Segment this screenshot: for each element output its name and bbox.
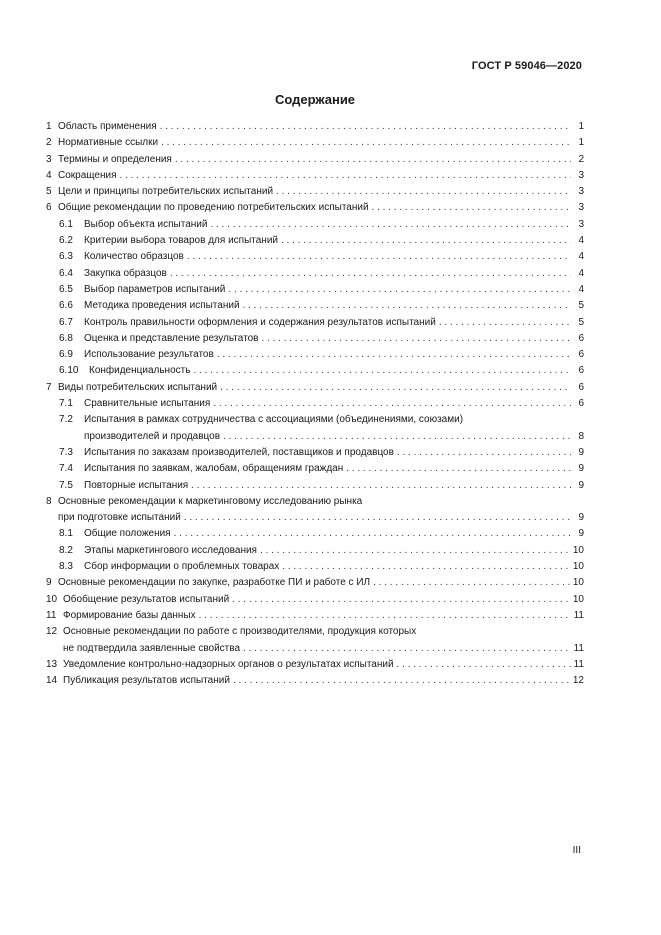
- dot-leader: [175, 152, 571, 168]
- toc-entry-title: Область применения: [58, 121, 157, 132]
- toc-entry-title: Уведомление контрольно-надзорных органов о результатах испытаний: [63, 658, 394, 670]
- toc-entry[interactable]: [46, 315, 584, 331]
- dot-leader: [372, 200, 571, 216]
- toc-entry[interactable]: [46, 461, 584, 477]
- toc-entry-page: 10: [572, 544, 584, 556]
- toc-entry[interactable]: [46, 233, 584, 249]
- toc-entry-title: Формирование базы данных: [63, 609, 196, 621]
- toc-entry-page: 9: [578, 512, 584, 524]
- toc-entry-page: 4: [578, 235, 584, 247]
- toc-entry-number: 8.3: [59, 561, 73, 573]
- toc-entry-title: Закупка образцов: [84, 267, 167, 279]
- toc-entry-page: 3: [578, 202, 584, 214]
- toc-entry-page: 10: [572, 593, 584, 605]
- dot-leader: [160, 119, 571, 135]
- dot-leader: [233, 673, 570, 689]
- dot-leader: [187, 249, 571, 265]
- dot-leader: [373, 575, 570, 591]
- dot-leader: [346, 461, 571, 477]
- toc-entry-page: 2: [578, 153, 584, 165]
- toc-entry[interactable]: [46, 266, 584, 282]
- toc-entry[interactable]: [46, 478, 584, 494]
- dot-leader: [243, 641, 571, 657]
- dot-leader: [282, 559, 570, 575]
- dot-leader: [193, 363, 571, 379]
- toc-entry-page: 4: [578, 251, 584, 263]
- toc-entry[interactable]: [46, 200, 584, 216]
- dot-leader: [223, 429, 571, 445]
- toc-entry[interactable]: [46, 184, 584, 200]
- toc-entry-title: Испытания по заявкам, жалобам, обращениям граждан: [84, 463, 344, 475]
- toc-entry-page: 3: [578, 169, 584, 181]
- toc-entry[interactable]: [46, 396, 584, 412]
- toc-entry-title: Контроль правильности оформления и содержания результатов испытаний: [84, 316, 436, 328]
- toc-title: Содержание: [274, 92, 356, 107]
- toc-entry-page: 3: [578, 186, 584, 198]
- table-of-contents: [46, 119, 584, 689]
- toc-entry-number: 6.8: [59, 332, 73, 344]
- toc-entry-page: 4: [578, 283, 584, 295]
- dot-leader: [397, 445, 571, 461]
- toc-entry-number: 7.3: [59, 446, 73, 458]
- toc-entry-number: 6.10: [59, 365, 79, 377]
- toc-entry[interactable]: [46, 657, 584, 673]
- toc-entry[interactable]: [46, 298, 584, 314]
- toc-entry-number: 6.5: [59, 283, 73, 295]
- dot-leader: [174, 526, 571, 542]
- dot-leader: [119, 168, 571, 184]
- dot-leader: [276, 184, 571, 200]
- dot-leader: [243, 298, 571, 314]
- toc-entry-title: Повторные испытания: [84, 479, 189, 491]
- dot-leader: [261, 331, 571, 347]
- toc-entry[interactable]: [46, 526, 584, 542]
- toc-entry-title: Обобщение результатов испытаний: [63, 593, 230, 605]
- toc-entry-title: Испытания в рамках сотрудничества с ассоциациями (объединениями, союзами): [84, 414, 464, 426]
- toc-entry-title: Конфиденциальность: [89, 365, 191, 377]
- toc-entry-number: 8: [46, 495, 52, 507]
- toc-entry-number: 6: [46, 202, 52, 214]
- toc-entry-number: 7.2: [59, 414, 73, 426]
- toc-entry-page: 1: [578, 121, 584, 132]
- toc-entry-page: 4: [578, 267, 584, 279]
- toc-entry-page: 3: [578, 218, 584, 230]
- document-id: ГОСТ Р 59046—2020: [471, 60, 582, 72]
- toc-entry-title: Этапы маркетингового исследования: [84, 544, 257, 556]
- dot-leader: [213, 396, 571, 412]
- toc-entry-number: 9: [46, 577, 52, 589]
- toc-entry-number: 8.2: [59, 544, 73, 556]
- toc-entry[interactable]: [46, 363, 584, 379]
- toc-entry-title: Сокращения: [58, 169, 117, 181]
- toc-entry-number: 8.1: [59, 528, 73, 540]
- toc-entry-number: 6.3: [59, 251, 73, 263]
- toc-entry[interactable]: [46, 217, 584, 233]
- toc-entry-number: 14: [46, 675, 58, 687]
- toc-entry[interactable]: [46, 494, 584, 527]
- dot-leader: [170, 266, 571, 282]
- toc-entry-page: 9: [578, 463, 584, 475]
- toc-entry-number: 10: [46, 593, 58, 605]
- toc-entry-title: Основные рекомендации по работе с производителями, продукция которых: [63, 626, 417, 638]
- toc-entry-number: 6.6: [59, 300, 73, 312]
- toc-entry-title: Термины и определения: [58, 153, 172, 165]
- dot-leader: [228, 282, 571, 298]
- toc-entry[interactable]: [46, 592, 584, 608]
- toc-entry-number: 2: [46, 137, 52, 149]
- toc-entry[interactable]: [46, 673, 584, 689]
- toc-entry-number: 6.7: [59, 316, 73, 328]
- toc-entry-number: 13: [46, 658, 58, 670]
- toc-entry-number: 7.5: [59, 479, 73, 491]
- toc-entry-title: Методика проведения испытаний: [84, 300, 240, 312]
- toc-entry-page: 9: [578, 528, 584, 540]
- toc-entry[interactable]: [46, 608, 584, 624]
- toc-entry-title: Количество образцов: [84, 251, 184, 263]
- toc-entry-number: 7: [46, 381, 52, 393]
- toc-entry[interactable]: [46, 347, 584, 363]
- toc-entry-title: Сравнительные испытания: [84, 398, 211, 410]
- toc-entry-title: Публикация результатов испытаний: [63, 675, 230, 687]
- toc-entry-title: Оценка и представление результатов: [84, 332, 259, 344]
- toc-entry-page: 1: [578, 137, 584, 149]
- dot-leader: [217, 347, 571, 363]
- toc-entry-title: Выбор объекта испытаний: [84, 218, 208, 230]
- toc-entry-title: Основные рекомендации по закупке, разработке ПИ и работе с ИЛ: [58, 577, 371, 589]
- page-number: III: [572, 845, 581, 856]
- toc-entry-page: 6: [578, 365, 584, 377]
- dot-leader: [184, 510, 571, 526]
- dot-leader: [191, 478, 571, 494]
- toc-entry-title: Виды потребительских испытаний: [58, 381, 218, 393]
- dot-leader: [397, 657, 571, 673]
- toc-entry-page: 12: [572, 675, 584, 687]
- toc-entry[interactable]: [46, 559, 584, 575]
- toc-entry[interactable]: [46, 249, 584, 265]
- toc-entry-page: 8: [578, 430, 584, 442]
- toc-entry-page: 5: [578, 316, 584, 328]
- dot-leader: [260, 543, 570, 559]
- toc-entry-page: 9: [578, 479, 584, 491]
- dot-leader: [281, 233, 571, 249]
- toc-entry[interactable]: [46, 331, 584, 347]
- toc-entry-number: 1: [46, 121, 52, 132]
- toc-entry-number: 7.4: [59, 463, 73, 475]
- toc-entry-title: Критерии выбора товаров для испытаний: [84, 235, 278, 247]
- toc-entry-page: 11: [573, 658, 584, 670]
- toc-entry-page: 9: [578, 446, 584, 458]
- toc-entry-page: 6: [578, 381, 584, 393]
- toc-entry[interactable]: [46, 575, 584, 591]
- toc-entry-title: Выбор параметров испытаний: [84, 283, 226, 295]
- toc-entry-number: 6.4: [59, 267, 73, 279]
- toc-entry-title: Испытания по заказам производителей, поставщиков и продавцов: [84, 446, 394, 458]
- toc-entry-title: Использование результатов: [84, 349, 214, 361]
- toc-entry-page: 10: [572, 577, 584, 589]
- toc-entry[interactable]: [46, 282, 584, 298]
- dot-leader: [232, 592, 570, 608]
- toc-entry[interactable]: [46, 135, 584, 151]
- toc-entry-page: 10: [572, 561, 584, 573]
- toc-entry-number: 6.9: [59, 349, 73, 361]
- toc-entry-number: 7.1: [59, 398, 73, 410]
- toc-entry-number: 4: [46, 169, 52, 181]
- toc-entry[interactable]: [46, 543, 584, 559]
- dot-leader: [220, 380, 571, 396]
- toc-entry[interactable]: [46, 412, 584, 445]
- toc-entry-title-continued: производителей и продавцов: [84, 430, 221, 442]
- toc-entry[interactable]: [46, 119, 584, 135]
- toc-entry-page: 11: [573, 609, 584, 621]
- toc-entry-title: Нормативные ссылки: [58, 137, 159, 149]
- toc-entry[interactable]: [46, 380, 584, 396]
- toc-entry-title: Общие рекомендации по проведению потребительских испытаний: [58, 202, 369, 214]
- toc-entry-number: 11: [46, 609, 57, 621]
- toc-entry[interactable]: [46, 152, 584, 168]
- toc-entry-title: Сбор информации о проблемных товарах: [84, 561, 280, 573]
- toc-entry-number: 6.2: [59, 235, 73, 247]
- dot-leader: [161, 135, 571, 151]
- dot-leader: [439, 315, 571, 331]
- toc-entry[interactable]: [46, 624, 584, 657]
- toc-entry-title: Общие положения: [84, 528, 171, 540]
- toc-entry-page: 5: [578, 300, 584, 312]
- toc-entry-title: Основные рекомендации к маркетинговому исследованию рынка: [58, 495, 363, 507]
- toc-entry-number: 12: [46, 626, 58, 638]
- toc-entry-number: 3: [46, 153, 52, 165]
- toc-entry-page: 6: [578, 332, 584, 344]
- toc-entry-page: 6: [578, 349, 584, 361]
- toc-entry-number: 6.1: [59, 218, 73, 230]
- toc-entry-page: 6: [578, 398, 584, 410]
- toc-entry-title-continued: при подготовке испытаний: [58, 512, 181, 524]
- toc-entry[interactable]: [46, 168, 584, 184]
- toc-entry-number: 5: [46, 186, 52, 198]
- toc-entry[interactable]: [46, 445, 584, 461]
- toc-entry-title: Цели и принципы потребительских испытаний: [58, 186, 274, 198]
- dot-leader: [199, 608, 571, 624]
- toc-entry-title-continued: не подтвердила заявленные свойства: [63, 642, 241, 654]
- dot-leader: [210, 217, 571, 233]
- toc-entry-page: 11: [573, 642, 584, 654]
